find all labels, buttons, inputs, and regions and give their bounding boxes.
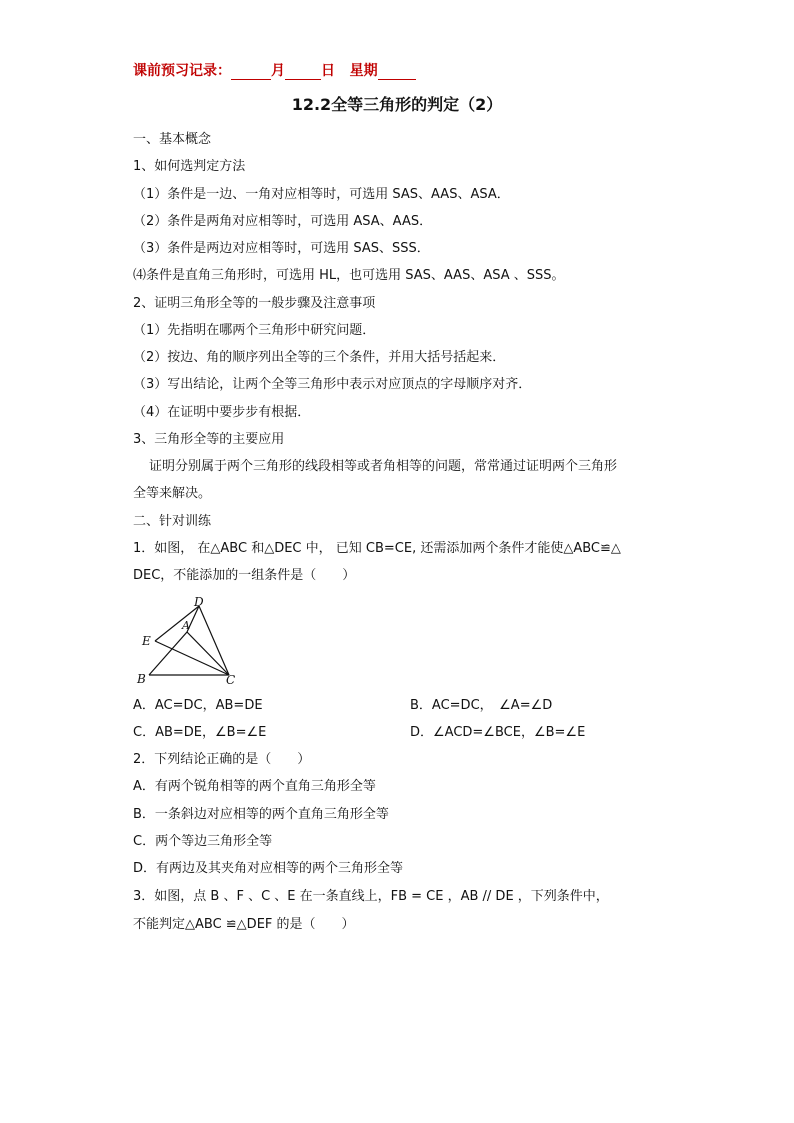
- month-blank[interactable]: [231, 65, 271, 80]
- segment-DE: [155, 606, 199, 641]
- segment-DC: [199, 606, 229, 675]
- problem1-option-c[interactable]: C．AB=DE，∠B=∠E: [133, 725, 267, 740]
- q1-item: （2）条件是两角对应相等时，可选用 ASA、AAS．: [133, 214, 433, 229]
- label-A: A: [182, 619, 190, 632]
- q3-text-cont: 全等来解决。: [133, 486, 212, 501]
- triangle-figure: [133, 592, 243, 688]
- problem2-option-a[interactable]: A．有两个锐角相等的两个直角三角形全等: [133, 779, 376, 794]
- triangle-diagram: [133, 592, 243, 688]
- record-label: 课前预习记录：: [133, 63, 231, 79]
- problem3-stem: 3．如图，点 B 、F 、C 、E 在一条直线上，FB = CE ，AB // DE ，下列条件中，: [133, 889, 609, 904]
- label-C: C: [226, 673, 236, 687]
- section-heading-concepts: 一、基本概念: [133, 132, 212, 147]
- segment-AC: [187, 632, 229, 675]
- section-heading-practice: 二、针对训练: [133, 514, 212, 529]
- label-B: B: [137, 672, 146, 686]
- page-title: 12.2全等三角形的判定（2）: [291, 95, 503, 114]
- preview-record-line: [133, 62, 416, 80]
- q2-item: （2）按边、角的顺序列出全等的三个条件，并用大括号括起来．: [133, 350, 506, 365]
- weekday-blank[interactable]: [378, 65, 416, 80]
- weekday-label: 星期: [349, 63, 378, 79]
- problem2-option-d[interactable]: D．有两边及其夹角对应相等的两个三角形全等: [133, 861, 404, 876]
- q1-item: （3）条件是两边对应相等时，可选用 SAS、SSS．: [133, 241, 430, 256]
- q1-item: （1）条件是一边、一角对应相等时，可选用 SAS、AAS、ASA．: [133, 187, 510, 202]
- day-label: 日: [321, 63, 335, 79]
- problem3-stem-cont: 不能判定△ABC ≌△DEF 的是（ ）: [133, 917, 355, 932]
- q2-heading: 2、证明三角形全等的一般步骤及注意事项: [133, 296, 376, 311]
- q2-item: （3）写出结论，让两个全等三角形中表示对应顶点的字母顺序对齐．: [133, 377, 532, 392]
- problem1-stem-cont: DEC，不能添加的一组条件是（ ）: [133, 568, 356, 583]
- q2-item: （4）在证明中要步步有根据．: [133, 405, 311, 420]
- label-D: D: [194, 595, 204, 609]
- day-blank[interactable]: [285, 65, 321, 80]
- problem2-option-b[interactable]: B．一条斜边对应相等的两个直角三角形全等: [133, 807, 389, 822]
- problem2-option-c[interactable]: C．两个等边三角形全等: [133, 834, 273, 849]
- label-E: E: [142, 634, 151, 648]
- problem2-stem: 2．下列结论正确的是（ ）: [133, 752, 311, 767]
- q1-heading: 1、如何选判定方法: [133, 159, 246, 174]
- segment-EC: [155, 641, 229, 675]
- problem1-option-d[interactable]: D．∠ACD=∠BCE，∠B=∠E: [410, 725, 586, 740]
- q1-item: ⑷条件是直角三角形时，可选用 HL，也可选用 SAS、AAS、ASA 、SSS。: [133, 268, 565, 283]
- month-label: 月: [271, 63, 285, 79]
- problem1-option-b[interactable]: B．AC=DC， ∠A=∠D: [410, 698, 553, 713]
- problem1-stem: 1．如图， 在△ABC 和△DEC 中， 已知 CB=CE, 还需添加两个条件才能使△ABC≌△: [133, 541, 621, 556]
- q3-text: 证明分别属于两个三角形的线段相等或者角相等的问题，常常通过证明两个三角形: [149, 459, 618, 474]
- problem1-option-a[interactable]: A．AC=DC，AB=DE: [133, 698, 263, 713]
- q3-heading: 3、三角形全等的主要应用: [133, 432, 285, 447]
- q2-item: （1）先指明在哪两个三角形中研究问题．: [133, 323, 376, 338]
